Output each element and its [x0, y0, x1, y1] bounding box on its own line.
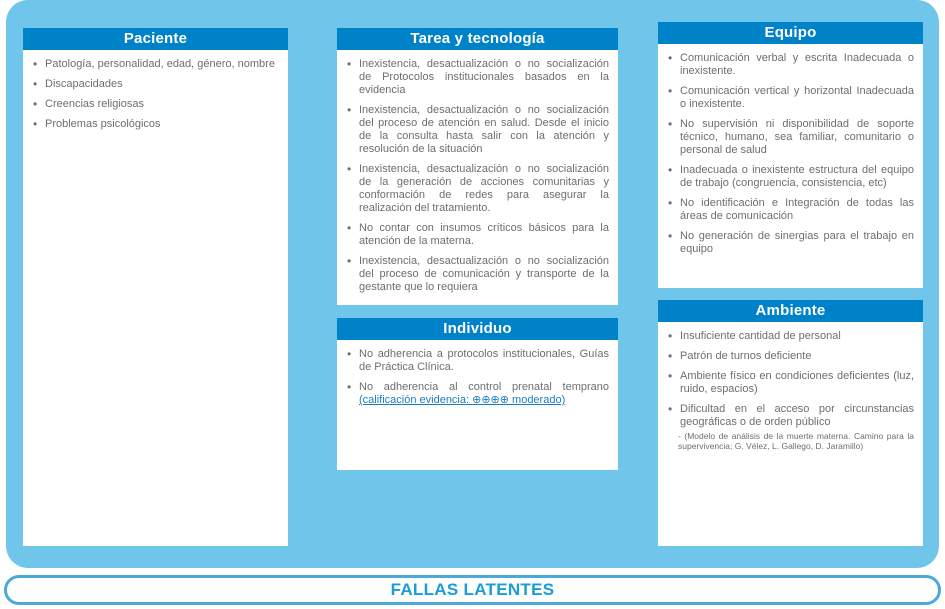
list-item: • Comunicación verbal y escrita Inadecuada o inexistente. — [668, 52, 914, 78]
panel-equipo-title: Equipo — [658, 22, 923, 44]
list-item: • Inexistencia, desactualización o no socialización de Protocolos institucionales basados en la evidencia — [347, 58, 609, 97]
panel-equipo-body — [658, 44, 923, 269]
list-item: • Dificultad en el acceso por circunstancias geográficas o de orden público — [668, 403, 914, 429]
list-item: • No contar con insumos críticos básicos para la atención de la materna. — [347, 222, 609, 248]
panel-tarea-tecnologia — [337, 28, 618, 305]
panel-individuo-title: Individuo — [337, 318, 618, 340]
panel-ambiente-body — [658, 322, 923, 457]
individuo-list — [347, 348, 609, 407]
panel-tarea-body — [337, 50, 618, 307]
list-item: • No adherencia a protocolos institucionales, Guías de Práctica Clínica. — [347, 348, 609, 374]
list-item — [347, 381, 609, 407]
list-item: • Ambiente físico en condiciones deficientes (luz, ruido, espacios) — [668, 370, 914, 396]
panel-ambiente-title: Ambiente — [658, 300, 923, 322]
panel-tarea-title: Tarea y tecnología — [337, 28, 618, 50]
list-item: • No supervisión ni disponibilidad de soporte técnico, humano, sea familiar, comunitario o personal de salud — [668, 118, 914, 157]
panel-individuo — [337, 318, 618, 470]
list-item: • Inexistencia, desactualización o no socialización del proceso de atención en salud. Desde el inicio de la consulta hasta salir con la atención y resolución de la situación — [347, 104, 609, 156]
list-item: • Insuficiente cantidad de personal — [668, 330, 914, 343]
list-item: • No identificación e Integración de todas las áreas de comunicación — [668, 197, 914, 223]
panel-paciente-body — [23, 50, 288, 144]
list-item: • Patología, personalidad, edad, género, nombre — [33, 58, 279, 71]
panel-individuo-body — [337, 340, 618, 420]
evidence-rating-link[interactable]: (calificación evidencia: ⊕⊕⊕⊕ moderado) — [359, 394, 566, 406]
ambiente-list — [668, 330, 914, 429]
list-item: • Inexistencia, desactualización o no socialización del proceso de comunicación y transporte de la gestante que lo requiera — [347, 255, 609, 294]
list-item: • Patrón de turnos deficiente — [668, 350, 914, 363]
equipo-list — [668, 52, 914, 256]
tarea-list — [347, 58, 609, 294]
list-item: • No generación de sinergias para el trabajo en equipo — [668, 230, 914, 256]
source-citation: - (Modelo de análisis de la muerte materna. Camino para la supervivencia; G. Vélez, L. Gallego, D. Jaramillo) — [678, 431, 914, 451]
list-item: • Discapacidades — [33, 78, 279, 91]
fallas-latentes-bar — [4, 575, 941, 605]
list-item: • Inexistencia, desactualización o no socialización de la generación de acciones comunitarias y conformación de redes para asegurar la realización del tratamiento. — [347, 163, 609, 215]
list-item: • Comunicación vertical y horizontal Inadecuada o inexistente. — [668, 85, 914, 111]
paciente-list — [33, 58, 279, 131]
list-item: • Creencias religiosas — [33, 98, 279, 111]
list-item-text: No adherencia al control prenatal temprano — [359, 381, 609, 393]
fallas-latentes-label: FALLAS LATENTES — [390, 580, 555, 599]
panel-paciente — [23, 28, 288, 546]
panel-ambiente — [658, 300, 923, 546]
panel-equipo — [658, 22, 923, 288]
list-item: • Inadecuada o inexistente estructura del equipo de trabajo (congruencia, consistencia, etc) — [668, 164, 914, 190]
list-item: • Problemas psicológicos — [33, 118, 279, 131]
panel-paciente-title: Paciente — [23, 28, 288, 50]
